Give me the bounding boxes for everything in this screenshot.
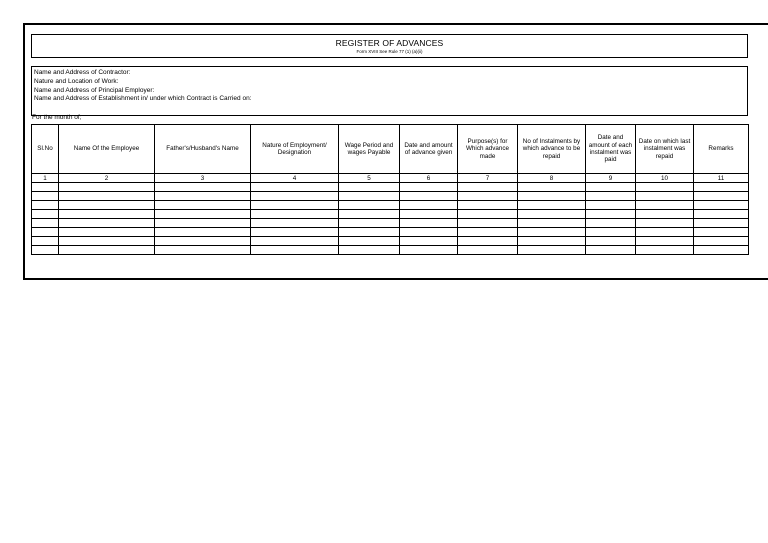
col-header-father-husband-name: Father's/Husband's Name: [155, 125, 251, 174]
table-cell: [458, 183, 518, 192]
col-header-nature-of-employment: Nature of Employment/ Designation: [251, 125, 339, 174]
table-cell: [400, 183, 458, 192]
month-label: For the month of;: [32, 114, 82, 121]
table-row: [32, 219, 749, 228]
table-cell: [518, 237, 586, 246]
column-number: 1: [32, 174, 59, 183]
table-cell: [32, 183, 59, 192]
contractor-line: Name and Address of Contractor:: [34, 69, 131, 76]
table-row: [32, 246, 749, 255]
table-cell: [155, 201, 251, 210]
table-cell: [339, 210, 400, 219]
column-number: 7: [458, 174, 518, 183]
column-number: 11: [694, 174, 749, 183]
table-cell: [251, 228, 339, 237]
col-header-advance-date-amount: Date and amount of advance given: [400, 125, 458, 174]
col-header-remarks: Remarks: [694, 125, 749, 174]
table-cell: [636, 246, 694, 255]
table-cell: [694, 201, 749, 210]
table-cell: [694, 246, 749, 255]
table-cell: [518, 201, 586, 210]
table-cell: [59, 219, 155, 228]
table-cell: [339, 228, 400, 237]
table-cell: [155, 228, 251, 237]
table-cell: [59, 201, 155, 210]
table-cell: [586, 183, 636, 192]
principal-employer-line: Name and Address of Principal Employer:: [34, 86, 155, 94]
table-cell: [586, 228, 636, 237]
table-cell: [339, 192, 400, 201]
table-cell: [518, 246, 586, 255]
table-cell: [518, 219, 586, 228]
work-line: Nature and Location of Work:: [34, 77, 119, 85]
table-cell: [400, 192, 458, 201]
table-cell: [636, 228, 694, 237]
table-cell: [636, 237, 694, 246]
column-number: 10: [636, 174, 694, 183]
table-cell: [458, 228, 518, 237]
table-cell: [400, 201, 458, 210]
table-row: [32, 201, 749, 210]
table-cell: [339, 237, 400, 246]
table-cell: [586, 246, 636, 255]
table-cell: [694, 210, 749, 219]
col-header-wage-period: Wage Period and wages Payable: [339, 125, 400, 174]
col-header-purpose: Purpose(s) for Which advance made: [458, 125, 518, 174]
table-cell: [59, 210, 155, 219]
column-number: 8: [518, 174, 586, 183]
table-cell: [251, 219, 339, 228]
table-cell: [586, 201, 636, 210]
table-cell: [636, 210, 694, 219]
table-cell: [400, 237, 458, 246]
table-row: [32, 228, 749, 237]
table-cell: [458, 201, 518, 210]
table-cell: [155, 183, 251, 192]
table-cell: [251, 192, 339, 201]
table-cell: [339, 219, 400, 228]
table-cell: [458, 219, 518, 228]
table-cell: [251, 237, 339, 246]
table-cell: [32, 246, 59, 255]
table-cell: [59, 246, 155, 255]
table-cell: [32, 210, 59, 219]
table-cell: [694, 219, 749, 228]
table-cell: [251, 210, 339, 219]
table-cell: [636, 183, 694, 192]
col-header-last-instalment-date: Date on which last instalment was repaid: [636, 125, 694, 174]
table-cell: [155, 192, 251, 201]
table-cell: [59, 237, 155, 246]
table-cell: [400, 210, 458, 219]
table-cell: [339, 201, 400, 210]
table-cell: [636, 201, 694, 210]
table-cell: [694, 237, 749, 246]
table-cell: [251, 201, 339, 210]
table-cell: [694, 192, 749, 201]
table-cell: [400, 219, 458, 228]
table-row: [32, 210, 749, 219]
table-cell: [586, 210, 636, 219]
col-header-instalments: No of Instalments by which advance to be repaid: [518, 125, 586, 174]
table-cell: [586, 192, 636, 201]
col-header-instalment-paid: Date and amount of each instalment was paid: [586, 125, 636, 174]
table-cell: [32, 228, 59, 237]
table-cell: [59, 192, 155, 201]
table-cell: [518, 228, 586, 237]
table-cell: [458, 237, 518, 246]
table-cell: [32, 219, 59, 228]
establishment-info: [31, 66, 748, 116]
form-title: REGISTER OF ADVANCES: [335, 38, 444, 48]
table-cell: [32, 192, 59, 201]
table-cell: [59, 228, 155, 237]
col-header-slno: Sl.No: [32, 125, 59, 174]
table-cell: [458, 210, 518, 219]
header-row: [32, 125, 749, 174]
table-row: [32, 192, 749, 201]
table-cell: [586, 219, 636, 228]
table-cell: [251, 183, 339, 192]
table-row: [32, 237, 749, 246]
column-number: 3: [155, 174, 251, 183]
column-number: 2: [59, 174, 155, 183]
table-cell: [518, 192, 586, 201]
column-number: 6: [400, 174, 458, 183]
table-cell: [586, 237, 636, 246]
table-cell: [636, 192, 694, 201]
form-subtitle: Form XVIII See Rule 77 (1) (a)(ii): [356, 49, 423, 54]
table-cell: [59, 183, 155, 192]
table-cell: [32, 237, 59, 246]
table-cell: [339, 183, 400, 192]
table-cell: [400, 246, 458, 255]
column-number: 5: [339, 174, 400, 183]
table-cell: [400, 228, 458, 237]
table-cell: [155, 219, 251, 228]
table-cell: [636, 219, 694, 228]
table-cell: [694, 228, 749, 237]
table-cell: [458, 192, 518, 201]
table-cell: [251, 246, 339, 255]
table-cell: [518, 210, 586, 219]
advances-table: [31, 124, 749, 255]
table-row: [32, 183, 749, 192]
table-cell: [694, 183, 749, 192]
column-number: 4: [251, 174, 339, 183]
table-body: [32, 183, 749, 255]
table-cell: [155, 210, 251, 219]
column-number: 9: [586, 174, 636, 183]
table-cell: [339, 246, 400, 255]
table-cell: [32, 201, 59, 210]
form-title-box: [31, 34, 748, 58]
table-cell: [458, 246, 518, 255]
table-cell: [155, 237, 251, 246]
table-cell: [518, 183, 586, 192]
establishment-line: Name and Address of Establishment in/ under which Contract is Carried on:: [34, 95, 252, 103]
table-cell: [155, 246, 251, 255]
column-number-row: [32, 174, 749, 183]
col-header-employee-name: Name Of the Employee: [59, 125, 155, 174]
